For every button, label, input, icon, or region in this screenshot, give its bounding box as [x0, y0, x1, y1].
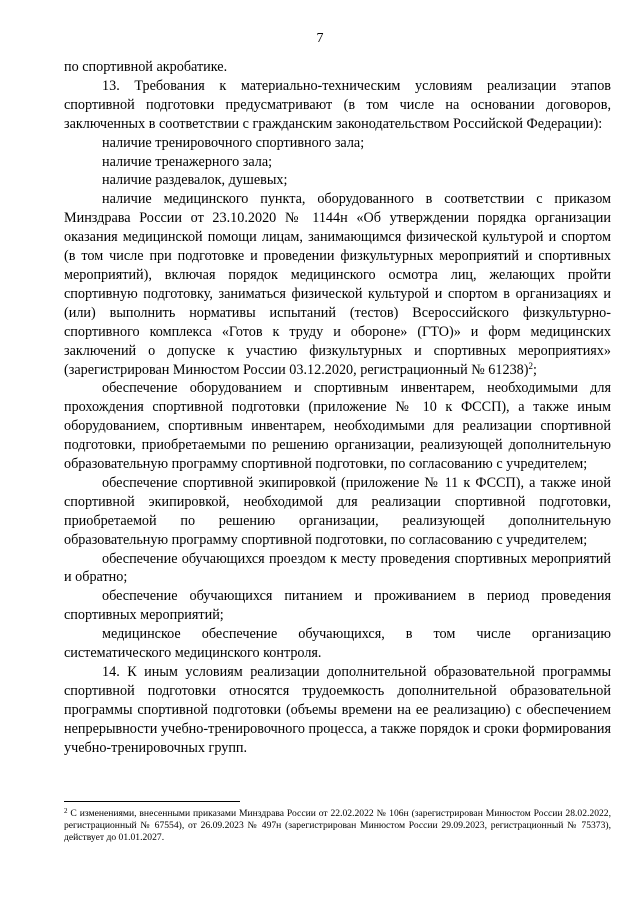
paragraph-equipment: обеспечение оборудованием и спортивным инвентарем, необходимыми для прохождения спортивной подготовки (приложение № 10 к ФССП), а также иным оборудованием, спортивным инвентарем, необходимыми для реализации спортивной подготовки, приобретаемыми по решению организации, реализующей дополнительную образовательную программу спортивной подготовки, по согласованию с учредителем; [64, 380, 611, 473]
paragraph-locker-rooms: наличие раздевалок, душевых; [102, 172, 288, 189]
footnote [64, 808, 611, 844]
page-number: 7 [316, 31, 324, 46]
footnote-text: С изменениями, внесенными приказами Минздрава России от 22.02.2022 № 106н (зарегистрирован Минюстом России 28.02.2022, регистрационный № 67554), от 26.09.2023 № 497н (зарегистрирован Минюстом России 29.09.2023, регистрационный № 75373), действует до 01.01.2027. [64, 808, 611, 843]
paragraph-item-13: 13. Требования к материально-техническим условиям реализации этапов спортивной подготовки предусматривают (в том числе на основании договоров, заключенных в соответствии с гражданским законодательством Российской Федерации): [64, 77, 611, 132]
paragraph-transport: обеспечение обучающихся проездом к месту проведения спортивных мероприятий и обратно; [64, 550, 611, 586]
document-body [64, 58, 611, 758]
paragraph-medical-point [64, 190, 611, 379]
footnote-marker: 2 [64, 807, 68, 815]
paragraph-medical-support: медицинское обеспечение обучающихся, в том числе организацию систематического медицинского контроля. [64, 626, 611, 662]
paragraph-training-hall: наличие тренировочного спортивного зала; [102, 134, 365, 151]
paragraph-outfit: обеспечение спортивной экипировкой (приложение № 11 к ФССП), а также иной спортивной экипировкой, необходимой для реализации спортивной подготовки, приобретаемой по решению организации, реализующей дополнительную образовательную программу спортивной подготовки, по согласованию с учредителем; [64, 474, 611, 548]
paragraph-gym: наличие тренажерного зала; [102, 153, 273, 170]
paragraph-continuation: по спортивной акробатике. [64, 59, 228, 75]
medical-point-text: наличие медицинского пункта, оборудованного в соответствии с приказом Минздрава России от 23.10.2020 № 1144н «Об утверждении порядка организации оказания медицинской помощи лицам, занимающимся физической культурой и спортом (в том числе при подготовке и проведении физкультурных мероприятий и спортивных мероприятий), включая порядок медицинского осмотра лиц, желающих пройти спортивную подготовку, заниматься физической культурой и спортом в организациях и (или) выполнить нормативы испытаний (тестов) Всероссийского физкультурно-спортивного комплекса «Готов к труду и обороне» (ГТО)» и форм медицинских заключений о допуске к участию физкультурных и спортивных мероприятиях» (зарегистрирован Минюстом России 03.12.2020, регистрационный № 61238) [64, 191, 611, 378]
paragraph-item-14: 14. К иным условиям реализации дополнительной образовательной программы спортивной подготовки относятся трудоемкость дополнительной образовательной программы спортивной подготовки (объемы времени на ее реализацию) с обеспечением непрерывности учебно-тренировочного процесса, а также порядок и сроки формирования учебно-тренировочных групп. [64, 664, 611, 756]
medical-point-tail: ; [533, 361, 537, 378]
footnote-divider [64, 801, 240, 802]
paragraph-food-accommodation: обеспечение обучающихся питанием и проживанием в период проведения спортивных мероприятий; [64, 588, 611, 624]
footnote-reference: 2 [528, 360, 534, 371]
